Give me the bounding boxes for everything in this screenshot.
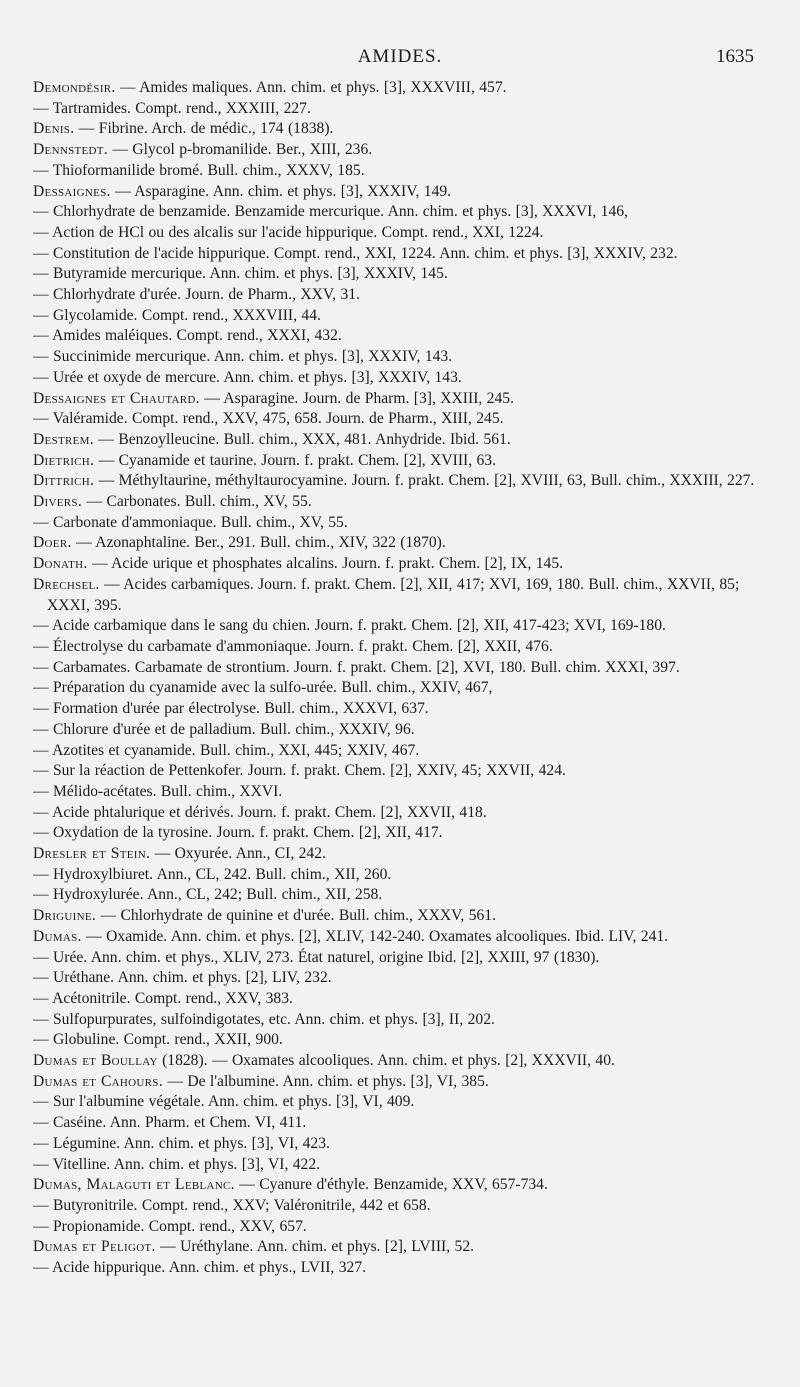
entry-text: — Sur l'albumine végétale. Ann. chim. et phys. [3], VI, 409. [33,1093,415,1111]
bibliography-entry [33,761,773,782]
entry-text: — Oxyurée. Ann., CI, 242. [150,845,326,863]
entry-text: — Cyanure d'éthyle. Benzamide, XXV, 657-734. [234,1176,548,1194]
entry-text: — Acide urique et phosphates alcalins. Journ. f. prakt. Chem. [2], IX, 145. [87,555,564,573]
bibliography-entry [33,554,773,575]
bibliography-entry [33,885,773,906]
entry-text: — Amides maléiques. Compt. rend., XXXI, 432. [33,327,342,345]
entry-author: Dumas et Peligot. [33,1238,156,1256]
bibliography-entry [33,1030,773,1051]
bibliography-entry [33,699,773,720]
entry-text: — Asparagine. Journ. de Pharm. [3], XXIII, 245. [199,389,514,407]
bibliography-entry [33,927,773,948]
bibliography-entry [33,1196,773,1217]
entry-text: — Carbonate d'ammoniaque. Bull. chim., XV, 55. [33,513,348,531]
bibliography-entry [33,409,773,430]
bibliography-entry [33,1237,773,1258]
bibliography-entry [33,451,773,472]
bibliography-entry [33,1217,773,1238]
entry-author: Dessaignes. [33,182,111,200]
entry-author: Dessaignes et Chautard. [33,389,200,407]
bibliography-entry [33,430,773,451]
entry-text: — Carbonates. Bull. chim., XV, 55. [82,493,312,511]
entry-text: — Butyramide mercurique. Ann. chim. et phys. [3], XXXIV, 145. [33,265,448,283]
entry-text: — Uréthane. Ann. chim. et phys. [2], LIV, 232. [33,969,332,987]
bibliography-entry [33,678,773,699]
entry-text: — Glycolamide. Compt. rend., XXXVIII, 44. [33,306,321,324]
bibliography-entry [33,782,773,803]
entry-text: — Propionamide. Compt. rend., XXV, 657. [33,1217,307,1235]
entry-text: — Oxamide. Ann. chim. et phys. [2], XLIV, 142-240. Oxamates alcooliques. Ibid. LIV, 241. [81,927,669,945]
entry-text: — Acide carbamique dans le sang du chien. Journ. f. prakt. Chem. [2], XII, 417-423; XVI, 169-180. [33,617,666,635]
entry-author: Divers. [33,493,83,511]
entry-text: — Chlorhydrate de quinine et d'urée. Bull. chim., XXXV, 561. [96,907,496,925]
bibliography-entry [33,720,773,741]
entry-author: Dumas et Boullay [33,1052,158,1070]
entry-text: — Carbamates. Carbamate de strontium. Journ. f. prakt. Chem. [2], XVI, 180. Bull. chim. XXXI, 397. [33,658,680,676]
bibliography-entry [33,803,773,824]
bibliography-entry [33,99,773,120]
entry-author: Dennstedt. [33,141,108,159]
entry-text: — Hydroxylbiuret. Ann., CL, 242. Bull. chim., XII, 260. [33,865,392,883]
bibliography-entry [33,1258,773,1279]
entry-text: — Légumine. Ann. chim. et phys. [3], VI, 423. [33,1134,330,1152]
bibliography-entry [33,1010,773,1031]
entry-author: Doer. [33,534,72,552]
bibliography-entry [33,575,773,616]
entry-text: — Chlorhydrate de benzamide. Benzamide mercurique. Ann. chim. et phys. [3], XXXVI, 146, [33,203,628,221]
entry-text: — Action de HCl ou des alcalis sur l'acide hippurique. Compt. rend., XXI, 1224. [33,223,544,241]
bibliography-list [33,78,773,1279]
entry-text: — Acides carbamiques. Journ. f. prakt. Chem. [2], XII, 417; XVI, 169, 180. Bull. chim., XXVII, 85; XXXI, 395. [47,575,740,614]
bibliography-entry [33,637,773,658]
entry-author: Destrem. [33,430,94,448]
entry-author: Driguine. [33,907,97,925]
entry-author: Donath. [33,555,88,573]
bibliography-entry [33,202,773,223]
bibliography-entry [33,78,773,99]
entry-text: — Succinimide mercurique. Ann. chim. et phys. [3], XXXIV, 143. [33,348,453,366]
entry-text: — Méthyltaurine, méthyltaurocyamine. Journ. f. prakt. Chem. [2], XVIII, 63, Bull. chim., XXXIII, 227. [94,472,755,490]
bibliography-entry [33,865,773,886]
bibliography-entry [33,347,773,368]
bibliography-entry [33,389,773,410]
entry-text: — Sulfopurpurates, sulfoindigotates, etc. Ann. chim. et phys. [3], II, 202. [33,1010,495,1028]
entry-text: — Cyanamide et taurine. Journ. f. prakt. Chem. [2], XVIII, 63. [94,451,496,469]
entry-text: — Azotites et cyanamide. Bull. chim., XXI, 445; XXIV, 467. [33,741,420,759]
entry-text: — Tartramides. Compt. rend., XXXIII, 227. [33,99,311,117]
entry-text: (1828). — Oxamates alcooliques. Ann. chim. et phys. [2], XXXVII, 40. [157,1052,615,1070]
bibliography-entry [33,264,773,285]
entry-text: — Urée. Ann. chim. et phys., XLIV, 273. État naturel, origine Ibid. [2], XXIII, 97 (1830). [33,948,600,966]
bibliography-entry [33,492,773,513]
entry-text: — Électrolyse du carbamate d'ammoniaque. Journ. f. prakt. Chem. [2], XXII, 476. [33,637,553,655]
bibliography-entry [33,948,773,969]
bibliography-entry [33,285,773,306]
entry-text: — Benzoylleucine. Bull. chim., XXX, 481. Anhydride. Ibid. 561. [93,430,511,448]
bibliography-entry [33,326,773,347]
bibliography-entry [33,906,773,927]
entry-text: — Thioformanilide bromé. Bull. chim., XXXV, 185. [33,161,365,179]
bibliography-entry [33,223,773,244]
entry-text: — Acétonitrile. Compt. rend., XXV, 383. [33,989,293,1007]
bibliography-entry [33,989,773,1010]
entry-author: Denis. [33,120,75,138]
bibliography-entry [33,1175,773,1196]
entry-author: Dumas. [33,927,82,945]
entry-text: — Fibrine. Arch. de médic., 174 (1838). [74,120,334,138]
entry-text: — Glycol p-bromanilide. Ber., XIII, 236. [108,141,373,159]
entry-text: — Butyronitrile. Compt. rend., XXV; Valéronitrile, 442 et 658. [33,1196,431,1214]
entry-text: — Chlorure d'urée et de palladium. Bull. chim., XXXIV, 96. [33,720,415,738]
bibliography-entry [33,306,773,327]
entry-author: Dietrich. [33,451,95,469]
entry-text: — Acide hippurique. Ann. chim. et phys., LVII, 327. [33,1259,367,1277]
bibliography-entry [33,1134,773,1155]
bibliography-entry [33,368,773,389]
bibliography-entry [33,533,773,554]
entry-author: Drechsel. [33,575,100,593]
entry-author: Dumas et Cahours. [33,1072,163,1090]
entry-author: Demondésir. [33,79,116,96]
entry-text: — De l'albumine. Ann. chim. et phys. [3], VI, 385. [162,1072,489,1090]
bibliography-entry [33,968,773,989]
bibliography-entry [33,513,773,534]
bibliography-entry [33,182,773,203]
entry-text: — Formation d'urée par électrolyse. Bull. chim., XXXVI, 637. [33,700,429,718]
entry-text: — Valéramide. Compt. rend., XXV, 475, 658. Journ. de Pharm., XIII, 245. [33,410,504,428]
entry-text: — Constitution de l'acide hippurique. Compt. rend., XXI, 1224. Ann. chim. et phys. [3], XXXIV, 232. [33,244,678,262]
entry-text: — Hydroxylurée. Ann., CL, 242; Bull. chim., XII, 258. [33,886,383,904]
entry-text: — Chlorhydrate d'urée. Journ. de Pharm., XXV, 31. [33,286,360,304]
bibliography-entry [33,1113,773,1134]
page-number: 1635 [716,46,754,67]
entry-text: — Oxydation de la tyrosine. Journ. f. prakt. Chem. [2], XII, 417. [33,824,443,842]
bibliography-entry [33,616,773,637]
page-header [0,40,800,70]
entry-text: — Vitelline. Ann. chim. et phys. [3], VI, 422. [33,1155,321,1173]
bibliography-entry [33,140,773,161]
bibliography-entry [33,1092,773,1113]
entry-author: Dittrich. [33,472,95,490]
bibliography-entry [33,844,773,865]
entry-text: — Sur la réaction de Pettenkofer. Journ. f. prakt. Chem. [2], XXIV, 45; XXVII, 424. [33,762,566,780]
bibliography-entry [33,1155,773,1176]
bibliography-entry [33,471,773,492]
bibliography-entry [33,1072,773,1093]
entry-text: — Uréthylane. Ann. chim. et phys. [2], LVIII, 52. [155,1238,475,1256]
bibliography-entry [33,244,773,265]
bibliography-entry [33,119,773,140]
bibliography-entry [33,658,773,679]
entry-text: — Amides maliques. Ann. chim. et phys. [3], XXXVIII, 457. [115,79,507,96]
entry-text: — Asparagine. Ann. chim. et phys. [3], XXXIV, 149. [110,182,452,200]
entry-text: — Préparation du cyanamide avec la sulfo-urée. Bull. chim., XXIV, 467, [33,679,493,697]
entry-author: Dumas, Malaguti et Leblanc. [33,1176,235,1194]
running-title: AMIDES. [357,46,443,67]
entry-text: — Caséine. Ann. Pharm. et Chem. VI, 411. [33,1114,307,1132]
entry-text: — Azonaphtaline. Ber., 291. Bull. chim., XIV, 322 (1870). [71,534,446,552]
entry-text: — Urée et oxyde de mercure. Ann. chim. et phys. [3], XXXIV, 143. [33,368,462,386]
entry-text: — Mélido-acétates. Bull. chim., XXVI. [33,782,283,800]
entry-text: — Acide phtalurique et dérivés. Journ. f. prakt. Chem. [2], XXVII, 418. [33,803,487,821]
bibliography-entry [33,161,773,182]
bibliography-entry [33,823,773,844]
bibliography-entry [33,741,773,762]
entry-author: Dresler et Stein. [33,845,151,863]
bibliography-entry [33,1051,773,1072]
entry-text: — Globuline. Compt. rend., XXII, 900. [33,1031,283,1049]
